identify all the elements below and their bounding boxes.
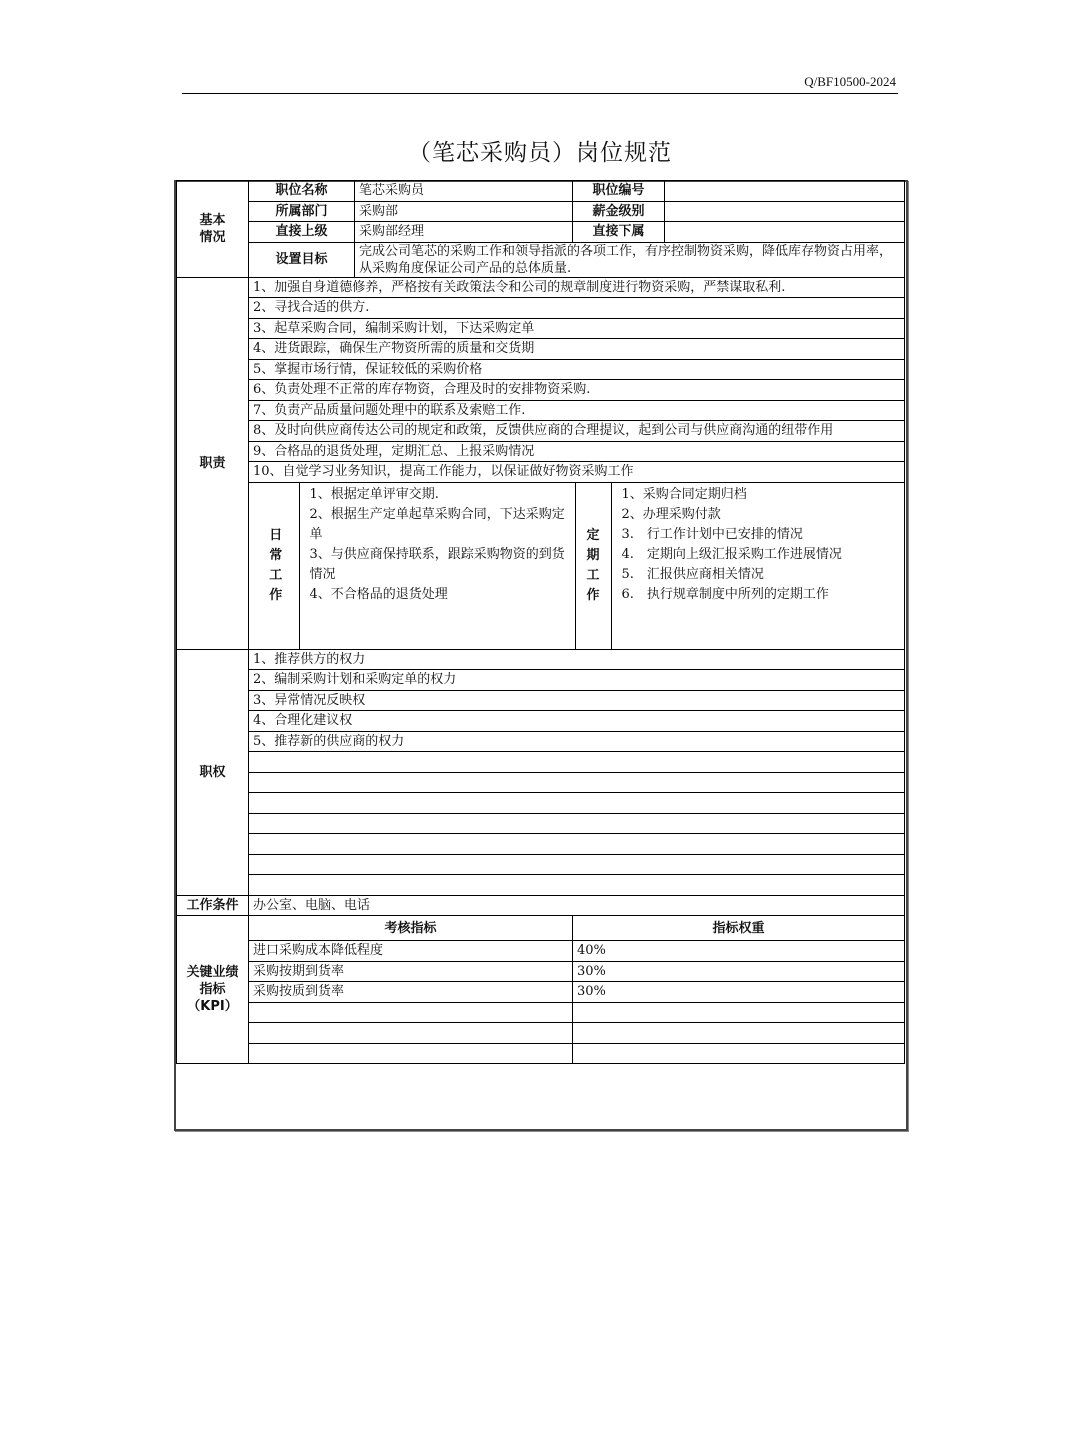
periodic-work-item: 1、采购合同定期归档 (621, 486, 747, 502)
daily-work-item: 1、根据定单评审交期. (309, 486, 439, 502)
authority-item: 1、推荐供方的权力 (249, 649, 905, 670)
authority-item: 2、编制采购计划和采购定单的权力 (249, 670, 905, 691)
kpi-metric: 采购按期到货率 (249, 961, 573, 982)
daily-work-char: 日 (269, 527, 283, 543)
section-basic-label: 基本 情况 (177, 181, 249, 278)
kpi-weight (573, 1043, 905, 1064)
duty-item: 1、加强自身道德修养，严格按有关政策法令和公司的规章制度进行物资采购，严禁谋取私利. (249, 277, 905, 298)
periodic-work-char: 作 (586, 587, 600, 603)
salary-grade-label: 薪金级别 (573, 201, 665, 222)
kpi-metric: 采购按质到货率 (249, 982, 573, 1003)
conditions-value: 办公室、电脑、电话 (249, 895, 905, 916)
authority-item (249, 834, 905, 855)
authority-item (249, 752, 905, 773)
periodic-work-item: 2、办理采购付款 (621, 506, 721, 522)
duty-item: 6、负责处理不正常的库存物资，合理及时的安排物资采购. (249, 380, 905, 401)
periodic-work-item: 6. 执行规章制度中所列的定期工作 (621, 586, 829, 602)
duty-item: 8、及时向供应商传达公司的规定和政策，反馈供应商的合理提议，起到公司与供应商沟通的纽带作用 (249, 421, 905, 442)
periodic-work-label (575, 483, 611, 649)
authority-item (249, 875, 905, 896)
periodic-work-char: 定 (586, 527, 600, 543)
periodic-work-item: 4. 定期向上级汇报采购工作进展情况 (621, 546, 842, 562)
authority-item (249, 793, 905, 814)
authority-item: 5、推荐新的供应商的权力 (249, 731, 905, 752)
kpi-metric (249, 1043, 573, 1064)
daily-work-item: 2、根据生产定单起草采购合同，下达采购定单 (309, 506, 565, 542)
kpi-weight: 30% (573, 961, 905, 982)
kpi-metric (249, 1023, 573, 1044)
header-rule (182, 93, 898, 94)
page-title: （笔芯采购员）岗位规范 (408, 140, 672, 166)
section-duties-label: 职责 (177, 277, 249, 649)
periodic-work-item: 3. 行工作计划中已安排的情况 (621, 526, 803, 542)
goal-label: 设置目标 (249, 242, 355, 277)
job-spec-table (176, 180, 905, 1064)
kpi-weight (573, 1002, 905, 1023)
position-code-label: 职位编号 (573, 181, 665, 202)
daily-work-item: 4、不合格品的退货处理 (309, 586, 448, 602)
position-name-value: 笔芯采购员 (355, 181, 573, 202)
position-name-label: 职位名称 (249, 181, 355, 202)
duty-item: 2、寻找合适的供方. (249, 298, 905, 319)
kpi-weight: 30% (573, 982, 905, 1003)
section-authority-label: 职权 (177, 649, 249, 895)
position-code-value (665, 181, 905, 202)
periodic-work-item: 5. 汇报供应商相关情况 (621, 566, 764, 582)
document-code: Q/BF10500-2024 (804, 74, 896, 89)
kpi-weight: 40% (573, 941, 905, 962)
daily-work-char: 作 (269, 587, 283, 603)
periodic-work-list (611, 483, 905, 649)
kpi-col-metric: 考核指标 (249, 916, 573, 941)
supervisor-value: 采购部经理 (355, 222, 573, 243)
periodic-work-char: 期 (586, 547, 600, 563)
daily-work-char: 工 (269, 567, 283, 583)
authority-item: 4、合理化建议权 (249, 711, 905, 732)
daily-work-label (253, 483, 299, 649)
daily-work-list (299, 483, 575, 649)
duty-item: 5、掌握市场行情，保证较低的采购价格 (249, 359, 905, 380)
daily-work-item: 3、与供应商保持联系，跟踪采购物资的到货情况 (309, 546, 565, 582)
duty-item: 4、进货跟踪，确保生产物资所需的质量和交货期 (249, 339, 905, 360)
duty-item: 9、合格品的退货处理，定期汇总、上报采购情况 (249, 441, 905, 462)
duty-item: 3、起草采购合同，编制采购计划，下达采购定单 (249, 318, 905, 339)
salary-grade-value (665, 201, 905, 222)
duty-item: 10、自觉学习业务知识，提高工作能力，以保证做好物资采购工作 (249, 462, 905, 483)
kpi-col-weight: 指标权重 (573, 916, 905, 941)
department-label: 所属部门 (249, 201, 355, 222)
goal-value: 完成公司笔芯的采购工作和领导指派的各项工作，有序控制物资采购，降低库存物资占用率，从采购角度保证公司产品的总体质量. (355, 242, 905, 277)
section-conditions-label: 工作条件 (177, 895, 249, 916)
work-split-cell (249, 482, 905, 649)
duty-item: 7、负责产品质量问题处理中的联系及索赔工作. (249, 400, 905, 421)
section-kpi-label: 关键业绩指标（KPI） (177, 916, 249, 1064)
daily-work-char: 常 (269, 547, 283, 563)
authority-item (249, 854, 905, 875)
subordinate-value (665, 222, 905, 243)
authority-item (249, 813, 905, 834)
periodic-work-char: 工 (586, 567, 600, 583)
authority-item: 3、异常情况反映权 (249, 690, 905, 711)
subordinate-label: 直接下属 (573, 222, 665, 243)
supervisor-label: 直接上级 (249, 222, 355, 243)
kpi-metric: 进口采购成本降低程度 (249, 941, 573, 962)
work-split-table (253, 483, 905, 649)
department-value: 采购部 (355, 201, 573, 222)
authority-item (249, 772, 905, 793)
kpi-metric (249, 1002, 573, 1023)
kpi-weight (573, 1023, 905, 1044)
